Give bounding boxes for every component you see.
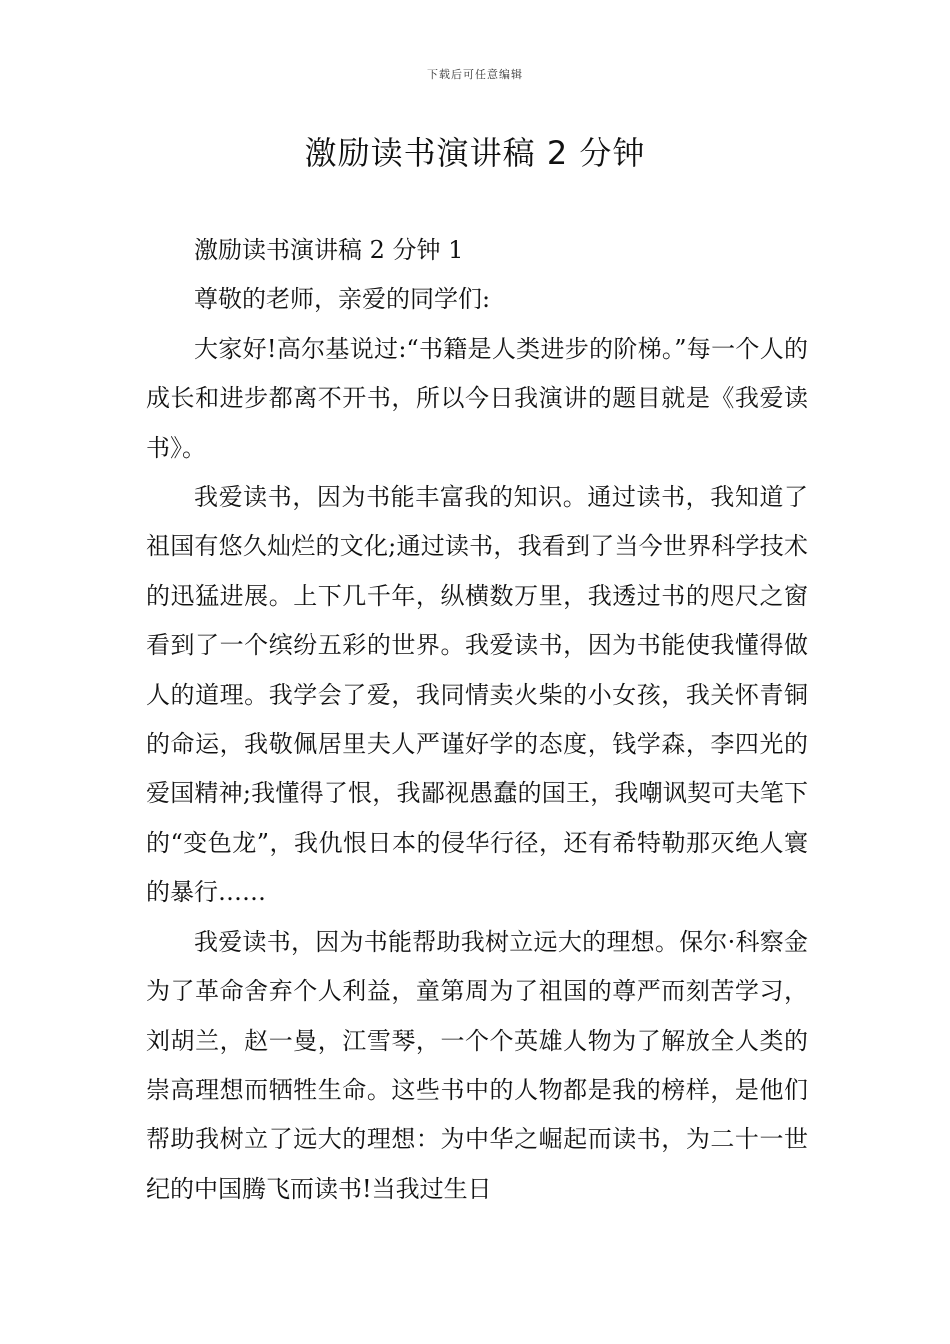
header-note: 下载后可任意编辑 bbox=[427, 68, 523, 81]
document-body bbox=[146, 226, 808, 1214]
paragraph-knowledge: 我爱读书，因为书能丰富我的知识。通过读书，我知道了祖国有悠久灿烂的文化;通过读书，我看到了当今世界科学技术的迅猛进展。上下几千年，纵横数万里，我透过书的咫尺之窗看到了一个缤纷五彩的世界。我爱读书，因为书能使我懂得做人的道理。我学会了爱，我同情卖火柴的小女孩，我关怀青铜的命运，我敬佩居里夫人严谨好学的态度，钱学森，李四光的爱国精神;我懂得了恨，我鄙视愚蠢的国王，我嘲讽契可夫笔下的“变色龙”，我仇恨日本的侵华行径，还有希特勒那灭绝人寰的暴行…… bbox=[146, 483, 808, 907]
paragraph-ideals: 我爱读书，因为书能帮助我树立远大的理想。保尔·科察金为了革命舍弃个人利益，童第周为了祖国的尊严而刻苦学习，刘胡兰，赵一曼，江雪琴，一个个英雄人物为了解放全人类的崇高理想而牺牲生命。这些书中的人物都是我的榜样，是他们帮助我树立了远大的理想：为中华之崛起而读书，为二十一世纪的中国腾飞而读书!当我过生日 bbox=[146, 927, 808, 1203]
paragraph-subtitle: 激励读书演讲稿 2 分钟 1 bbox=[194, 236, 464, 264]
paragraph-greeting: 尊敬的老师，亲爱的同学们: bbox=[194, 285, 491, 314]
document-title: 激励读书演讲稿 2 分钟 bbox=[304, 134, 646, 172]
paragraph-intro: 大家好!高尔基说过:“书籍是人类进步的阶梯。”每一个人的成长和进步都离不开书，所以今日我演讲的题目就是《我爱读书》。 bbox=[146, 334, 808, 462]
